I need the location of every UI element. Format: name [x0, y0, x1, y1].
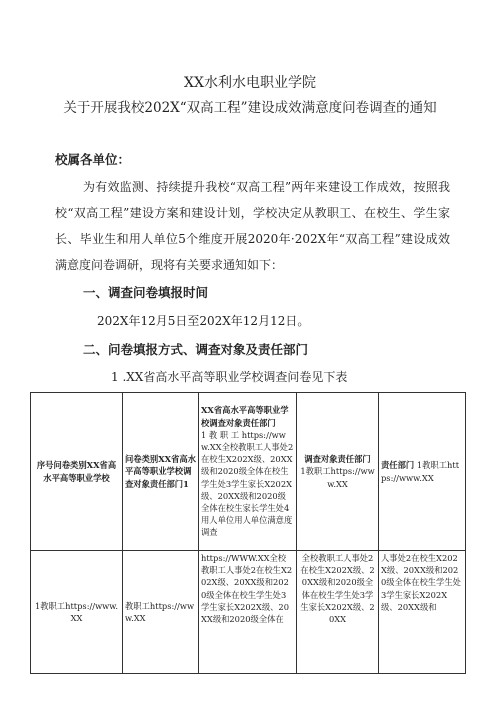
cell-text: 人事处2在校生X202X级、20XX级和2020级全体在校生学生处3学生家长X202X级、20XX级和 [381, 553, 461, 612]
cell-text: 1教职工https://www.XX [34, 600, 119, 623]
cell-text: 1 教 职 工 https://www.XX全校教职工人事处2在校生X202X级、20XX级和2020级全体在校生学生处3学生家长X202X级、20XX级和2020级全体在校生家长学生处4用人单位用人单位满意度调查 [201, 429, 294, 538]
cell-text: 教职工https://www.XX [125, 600, 195, 623]
section2-heading: 二、问卷填报方式、调查对象及责任部门 [83, 342, 309, 357]
table-cell [199, 551, 297, 674]
table-intro: 1 .XX省高水平高等职业学校调查问卷见下表 [111, 370, 348, 384]
table-cell [199, 393, 297, 551]
table-cell [31, 393, 123, 551]
cell-text: https://WWW.XX全校教职工人事处2在校生X202X级、20XX级和2020级全体在校生学生处3学生家长X202X级、20XX级和2020级全体在 [201, 553, 293, 625]
table-row [31, 393, 466, 551]
table-cell [379, 393, 466, 551]
cell-heading: 调查对象责任部门 [304, 454, 371, 465]
cell-heading: 责任部门 [381, 460, 415, 471]
addressee: 校属各单位： [55, 152, 131, 167]
cell-text: 问卷类别XX省高水平高等职业学校调查对象责任部门1 [125, 454, 196, 489]
cell-text: 1教职工https://www.XX [300, 466, 375, 489]
table-cell [31, 551, 123, 674]
table-cell [123, 393, 199, 551]
body-paragraph: 为有效监测、持续提升我校“双高工程”两年来建设工作成效，按照我校“双高工程”建设方案和建设计划，学校决定从教职工、在校生、学生家长、毕业生和用人单位5个维度开展2020年·202X年“双高工程”建设成效满意度问卷调研，现将有关要求通知如下： [55, 180, 450, 272]
table-cell [379, 551, 466, 674]
cell-heading: XX省高水平高等职业学校调查对象责任部门 [201, 405, 289, 428]
cell-text: 全校教职工人事处2在校生X202X级、20XX级和2020级全体在校生学生处3学生家长X202X级、20XX [300, 553, 375, 625]
table-cell [123, 551, 199, 674]
table-cell [297, 551, 379, 674]
cell-text: 序号问卷类别XX省高水平高等职业学校 [36, 460, 117, 483]
table-cell [297, 393, 379, 551]
notice-title: 关于开展我校202X“双高工程”建设成效满意度问卷调查的通知 [63, 100, 437, 116]
school-name: XX水利水电职业学院 [184, 75, 316, 91]
table-row [31, 551, 466, 674]
survey-table [30, 392, 466, 674]
section1-heading: 一、调查问卷填报时间 [83, 285, 209, 300]
date-range: 202X年12月5日至202X年12月12日。 [97, 314, 310, 328]
cell-text: 1教职工https://www.XX [381, 460, 460, 483]
